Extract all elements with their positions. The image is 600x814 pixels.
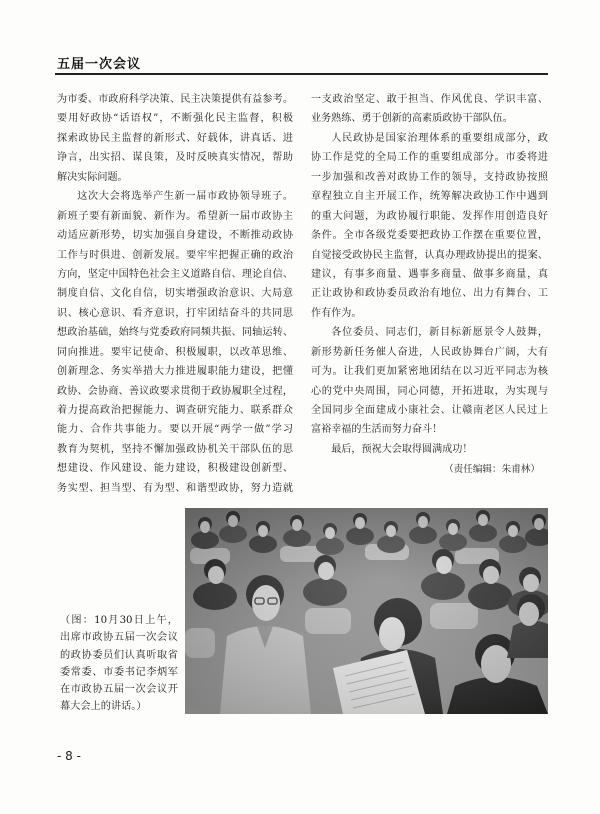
editor-note: （责任编辑：朱甫林） <box>444 464 540 475</box>
paragraph <box>311 323 548 440</box>
text-line: 条件。全市各级党委要把政协工作摆在重要位置， <box>311 230 548 242</box>
text-line: 这次大会将选举产生新一届市政协领导班子。 <box>77 191 293 203</box>
text-line: 各位委员、同志们，新目标新愿景令人鼓舞， <box>331 327 548 339</box>
text-line: 同向推进。要牢记使命、积极履职，以改革思维、 <box>57 346 293 358</box>
text-line: 的重大问题，为政协履行职能、发挥作用创造良好 <box>311 210 548 222</box>
text-line: 业务熟练、勇于创新的高素质政协干部队伍。 <box>311 113 513 125</box>
text-line: 正让政协和政协委员政治有地位、出力有舞台、工 <box>311 288 548 300</box>
text-line: 可为。让我们更加紧密地团结在以习近平同志为核 <box>311 366 548 378</box>
caption-line: 出席市政协五届一次会议 <box>60 632 178 644</box>
text-line: 能力、合作共事能力。要以开展“两学一做”学习 <box>57 424 293 436</box>
left-text-column <box>57 90 293 498</box>
text-line: 动适应新形势，切实加强自身建设，不断推动政协 <box>57 230 293 242</box>
text-line: 创新理念、务实举措大力推进履职能力建设，把懂 <box>57 366 293 378</box>
text-line: 要用好政协“话语权”，不断强化民主监督，积极 <box>57 113 293 125</box>
text-line: 工作与时俱进、创新发展。要牢牢把握正确的政治 <box>57 249 293 261</box>
caption-line: 在市政协五届一次会议开 <box>60 684 178 696</box>
text-line: 心的党中央周围，同心同德，开拓进取，为实现与 <box>311 385 548 397</box>
text-line: 想政治基础，始终与党委政府同频共振、同轴运转、 <box>57 327 293 339</box>
text-line: 新形势新任务催人奋进，人民政协舞台广阔，大有 <box>311 346 548 358</box>
text-line: 章程独立自主开展工作，统筹解决政协工作中遇到 <box>311 191 548 203</box>
text-line: 政协、会协商、善议政要求贯彻于政协履职全过程， <box>57 385 293 397</box>
photo-caption <box>60 612 178 716</box>
text-line: 人民政协是国家治理体系的重要组成部分，政 <box>331 132 548 144</box>
paragraph <box>311 90 548 129</box>
text-line: 制度自信、文化自信，切实增强政治意识、大局意 <box>57 288 293 300</box>
right-text-column <box>311 90 548 459</box>
paragraph <box>311 440 548 459</box>
text-line: 方向，坚定中国特色社会主义道路自信、理论自信、 <box>57 268 293 280</box>
meeting-photo <box>185 508 548 714</box>
page-header-title: 五届一次会议 <box>57 57 142 72</box>
text-line: 着力提高政治把握能力、调查研究能力、联系群众 <box>57 405 293 416</box>
text-line: 务实型、担当型、有为型、和谐型政协，努力造就 <box>57 482 293 494</box>
text-line: 建议，有事多商量、遇事多商量、做事多商量，真 <box>311 268 548 280</box>
text-line: 为市委、市政府科学决策、民主决策提供有益参考。 <box>57 94 293 105</box>
header-rule <box>55 73 548 75</box>
text-line: 全国同步全面建成小康社会、让赣南老区人民过上 <box>311 405 548 416</box>
text-line: 协工作是党的全局工作的重要组成部分。市委将进 <box>311 152 548 164</box>
text-line: 识、核心意识、看齐意识，打牢团结奋斗的共同思 <box>57 307 293 319</box>
paragraph <box>57 187 293 498</box>
caption-line: 的政协委员们认真听取省 <box>60 649 178 661</box>
text-line: 最后，预祝大会取得圆满成功！ <box>331 443 473 455</box>
text-line: 作有作为。 <box>311 307 362 319</box>
text-line: 探索政协民主监督的新形式、好载体，讲真话、进 <box>57 132 293 144</box>
paragraph <box>57 90 293 187</box>
text-line: 一支政治坚定、敢于担当、作风优良、学识丰富、 <box>311 94 548 105</box>
caption-line: 委常委、市委书记李炳军 <box>60 666 178 678</box>
caption-line: （图：10月30日上午， <box>60 615 178 626</box>
meeting-photo-image <box>185 508 548 714</box>
text-line: 想建设、作风建设、能力建设，积极建设创新型、 <box>57 463 293 475</box>
caption-line: 幕大会上的讲话。） <box>60 701 147 713</box>
text-line: 诤言，出实招、谋良策，及时反映真实情况，帮助 <box>57 152 293 164</box>
text-line: 教育为契机，坚持不懈加强政协机关干部队伍的思 <box>57 443 293 455</box>
text-line: 自觉接受政协民主监督，认真办理政协提出的提案、 <box>311 249 548 261</box>
text-line: 一步加强和改善对政协工作的领导，支持政协按照 <box>311 171 548 183</box>
page-number: - 8 - <box>57 749 81 763</box>
paragraph <box>311 129 548 323</box>
text-line: 新班子要有新面貌、新作为。希望新一届市政协主 <box>57 210 293 222</box>
text-line: 解决实际问题。 <box>57 171 128 183</box>
text-line: 富裕幸福的生活而努力奋斗！ <box>311 424 443 436</box>
